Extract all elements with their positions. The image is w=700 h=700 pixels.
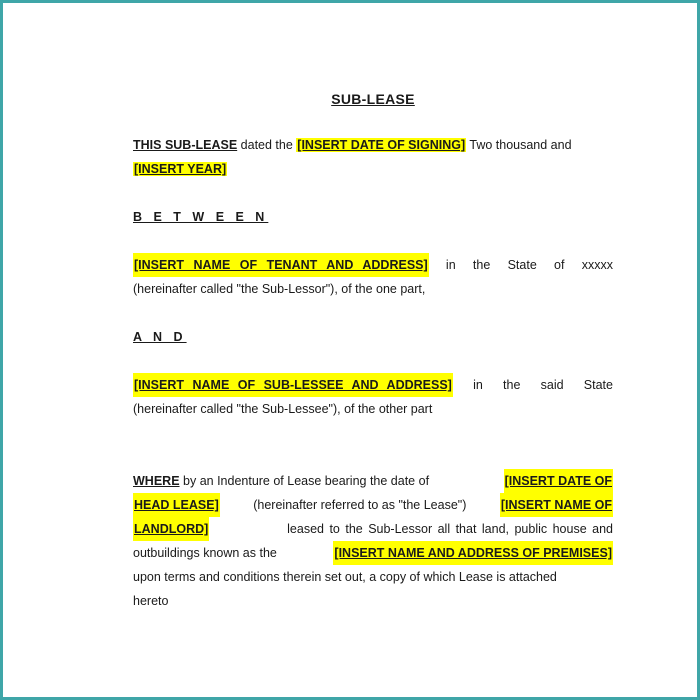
- party2-paragraph: [133, 373, 613, 421]
- whereas-line5-text: upon terms and conditions therein set out, a copy of which Lease is attached: [133, 570, 557, 584]
- intro-text-1: dated the: [240, 138, 293, 152]
- tenant-name-address-field[interactable]: [INSERT NAME OF TENANT AND ADDRESS]: [133, 253, 429, 277]
- party1-word-xxxxx: xxxxx: [581, 258, 613, 272]
- party2-line-2: (hereinafter called "the Sub-Lessee"), of the other part: [133, 402, 433, 416]
- between-heading: [133, 205, 613, 229]
- landlord-name-field-part1[interactable]: [INSERT NAME OF: [500, 493, 613, 517]
- head-lease-date-field-part1[interactable]: [INSERT DATE OF: [504, 469, 613, 493]
- whereas-line6-text: hereto: [133, 594, 169, 608]
- party2-word-state: State: [583, 378, 613, 392]
- and-label: A N D: [133, 330, 187, 344]
- party2-word-said: said: [540, 378, 564, 392]
- date-of-signing-field[interactable]: [INSERT DATE OF SIGNING]: [297, 138, 466, 152]
- whereas-line4-text: outbuildings known as the: [133, 546, 277, 560]
- intro-paragraph: [133, 133, 613, 181]
- year-field[interactable]: [INSERT YEAR]: [134, 162, 227, 176]
- intro-label: THIS SUB-LEASE: [133, 138, 238, 152]
- between-label: B E T W E E N: [133, 210, 269, 224]
- party2-word-the: the: [503, 378, 521, 392]
- whereas-paragraph: [133, 469, 613, 613]
- party1-word-state: State: [507, 258, 537, 272]
- whereas-label: WHERE: [133, 474, 180, 488]
- whereas-line2-text: (hereinafter referred to as "the Lease"): [253, 498, 467, 512]
- and-heading: [133, 325, 613, 349]
- party1-word-in: in: [445, 258, 456, 272]
- party1-line-2: (hereinafter called "the Sub-Lessor"), of the one part,: [133, 282, 426, 296]
- landlord-name-field-part2[interactable]: LANDLORD]: [133, 517, 209, 541]
- party1-word-the: the: [472, 258, 491, 272]
- head-lease-date-field-part2[interactable]: HEAD LEASE]: [133, 493, 220, 517]
- whereas-line3-text: leased to the Sub-Lessor all that land, public house and: [287, 522, 613, 536]
- intro-text-2: Two thousand and: [469, 138, 572, 152]
- document-title: SUB-LEASE: [331, 91, 415, 107]
- party2-word-in: in: [473, 378, 483, 392]
- party1-paragraph: [133, 253, 613, 301]
- party1-word-of: of: [554, 258, 565, 272]
- sub-lessee-name-address-field[interactable]: [INSERT NAME OF SUB-LESSEE AND ADDRESS]: [133, 373, 453, 397]
- premises-name-address-field[interactable]: [INSERT NAME AND ADDRESS OF PREMISES]: [333, 541, 613, 565]
- whereas-line1-text: by an Indenture of Lease bearing the date of: [183, 474, 430, 488]
